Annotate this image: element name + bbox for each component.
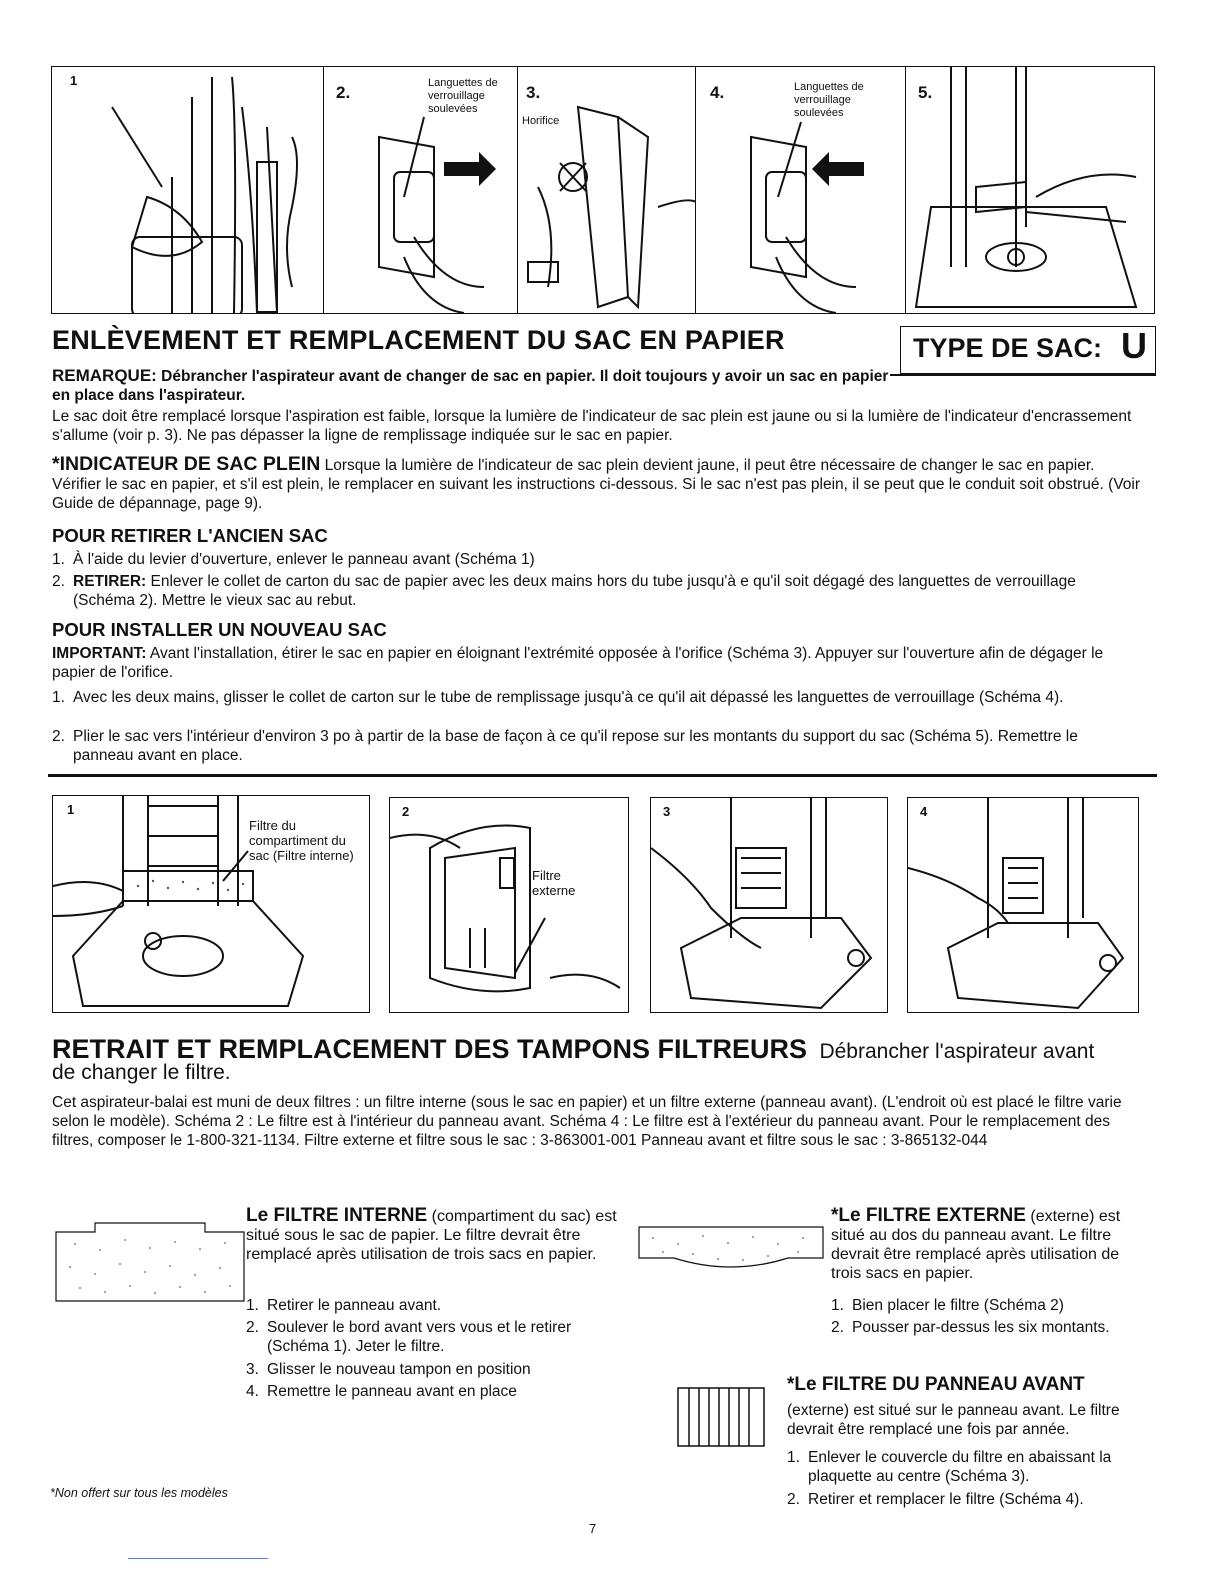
section-divider [48, 774, 1157, 777]
section-title: ENLÈVEMENT ET REMPLACEMENT DU SAC EN PAPIER [52, 325, 785, 355]
bag-collar-illustration [324, 67, 518, 313]
step-keyword: RETIRER: [73, 573, 147, 590]
front-panel-filter-grille-icon [677, 1387, 765, 1447]
figure-callout: Languettes de verrouillage soulevées [428, 77, 498, 115]
list-item: 1. À l'aide du levier d'ouverture, enlever le panneau avant (Schéma 1) [52, 551, 535, 568]
list-item: 1. Bien placer le filtre (Schéma 2) [831, 1297, 1064, 1314]
important-label: IMPORTANT: [52, 645, 147, 662]
external-filter-block: *Le FILTRE EXTERNE (externe) est situé au dos du panneau avant. Le filtre devrait être remplacé après utilisation de trois sacs en papier. [831, 1205, 1121, 1282]
figure-number: 4. [710, 83, 725, 102]
figure-stretch-bag [518, 67, 696, 313]
figure-callout: Languettes de verrouillage soulevées [794, 81, 864, 119]
figure-internal-filter [52, 795, 370, 1013]
list-item: 2. Pousser par-dessus les six montants. [831, 1319, 1110, 1336]
external-filter-pad-icon [638, 1226, 824, 1270]
divider [890, 374, 1156, 376]
internal-filter-desc: sac) est situé sous le sac de papier. Le filtre devrait être remplacé après utilisation de trois sacs en papier. [246, 1208, 617, 1263]
figure-number: 4 [920, 804, 928, 819]
figure-fold-bag [906, 67, 1153, 313]
important-note: IMPORTANT: Avant l'installation, étirer le sac en papier en éloignant l'extrémité opposée à l'orifice (Schéma 3). Appuyer sur l'ouverture afin de dégager le papier de l'orifice. [52, 645, 1104, 681]
figure-external-filter [389, 797, 629, 1013]
remove-heading: POUR RETIRER L'ANCIEN SAC [52, 525, 328, 546]
figure-number: 5. [918, 83, 933, 102]
bag-type-label: TYPE DE SAC: [913, 333, 1103, 363]
front-panel-illustration [390, 798, 629, 1013]
remarque-label: REMARQUE: [52, 366, 157, 385]
vacuum-front-illustration [52, 67, 324, 313]
figure-number: 3. [526, 83, 541, 102]
section-title-tail: Débrancher l'aspirateur avant [819, 1040, 1095, 1063]
figure-front-panel-filter-replace [907, 797, 1139, 1013]
section-title-tail-2: de changer le filtre. [52, 1061, 231, 1084]
figure-number: 1 [70, 73, 78, 88]
page-number: 7 [589, 1521, 597, 1536]
external-filter-title: *Le FILTRE EXTERNE [831, 1205, 1026, 1226]
list-item: 2. Plier le sac vers l'intérieur d'environ 3 po à partir de la base de façon à ce qu'il repose sur les montants du support du sac (Schéma 5). Remettre le panneau avant en place. [52, 728, 1078, 764]
bottom-rule [128, 1558, 268, 1559]
section-title: RETRAIT ET REMPLACEMENT DES TAMPONS FILTREURS [52, 1034, 807, 1064]
list-item: 1. Avec les deux mains, glisser le collet de carton sur le tube de remplissage jusqu'à ce qu'il ait dépassé les languettes de verrouillage (Schéma 4). [52, 689, 1064, 706]
figure-front-panel-filter-cover [650, 797, 888, 1013]
list-item: 3. Glisser le nouveau tampon en position [246, 1361, 531, 1378]
front-panel-filter-desc: (externe) est situé sur le panneau avant. Le filtre devrait être remplacé une fois par année. [787, 1402, 1120, 1438]
indicator-paragraph [52, 455, 1142, 513]
vacuum-open-illustration [906, 67, 1153, 313]
indicator-label: *INDICATEUR DE SAC PLEIN [52, 453, 321, 475]
internal-filter-title: Le FILTRE INTERNE [246, 1205, 428, 1226]
external-filter-desc: est situé au dos du panneau avant. Le filtre devrait être remplacé après utilisation de trois sacs en papier. [831, 1208, 1121, 1282]
indicator-text: Lorsque la lumière de l'indicateur de sac plein devient jaune, il peut être nécessaire de changer le sac en papier. Vérifier le sac en papier, et s'il est plein, le remplacer en suivant les instructions ci-dessous. Si le sac n'est pas plein, il se peut que le conduit soit obstrué. (Voir Guide de dépannage, page 9). [52, 457, 1141, 512]
paper-bag-illustration [518, 67, 696, 313]
front-panel-filter-title: *Le FILTRE DU PANNEAU AVANT [787, 1374, 1085, 1395]
figure-slide-collar [696, 67, 906, 313]
remarque-text: Débrancher l'aspirateur avant de changer de sac en papier. Il doit toujours y avoir un sac en papier en place dans l'aspirateur. [52, 368, 889, 404]
internal-filter-block: Le FILTRE INTERNE (compartiment du sac) est situé sous le sac de papier. Le filtre devrait être remplacé après utilisation de trois sacs en papier. [246, 1205, 617, 1263]
bag-collar-illustration [696, 67, 906, 313]
install-heading: POUR INSTALLER UN NOUVEAU SAC [52, 619, 387, 640]
list-item: 2. Soulever le bord avant vers vous et le retirer (Schéma 1). Jeter le filtre. [246, 1319, 572, 1355]
vacuum-filter-illustration [53, 796, 370, 1013]
figure-number: 3 [663, 804, 671, 819]
list-item: 1. Enlever le couvercle du filtre en abaissant la plaquette au centre (Schéma 3). [787, 1449, 1112, 1485]
figure-lift-tabs [324, 67, 518, 313]
figure-number: 1 [67, 802, 75, 817]
footnote: *Non offert sur tous les modèles [50, 1486, 228, 1500]
intro-paragraph: Le sac doit être remplacé lorsque l'aspiration est faible, lorsque la lumière de l'indicateur de sac plein est jaune ou si la lumière de l'indicateur d'encrassement s'allume (voir p. 3). Ne pas dépasser la ligne de remplissage indiquée sur le sac en papier. [52, 408, 1132, 444]
figure-number: 2 [402, 804, 410, 819]
vacuum-base-illustration [651, 798, 888, 1013]
filters-intro: Cet aspirateur-balai est muni de deux filtres : un filtre interne (sous le sac en papier) et un filtre externe (panneau avant). (L'endroit où est placé le filtre varie selon le modèle). Schéma 2 : Le filtre est à l'intérieur du panneau avant. Schéma 4 : Le filtre est à l'extérieur du panneau avant. Pour le remplacement des filtres, composer le 1-800-321-1134. Filtre externe et filtre sous le sac : 3-863001-001 Panneau avant et filtre sous le sac : 3-865132-044 [52, 1094, 1122, 1149]
list-item: 4. Remettre le panneau avant en place [246, 1383, 517, 1400]
list-item: 1. Retirer le panneau avant. [246, 1297, 442, 1314]
list-item: 2. RETIRER: Enlever le collet de carton du sac de papier avec les deux mains hors du tube jusqu'à e qu'il soit dégagé des languettes de verrouillage (Schéma 2). Mettre le vieux sac au rebut. [52, 573, 1076, 609]
bag-type-box [900, 326, 1156, 374]
vacuum-base-illustration [908, 798, 1139, 1013]
top-figure-strip [51, 66, 1155, 314]
internal-filter-pad-icon [55, 1222, 245, 1302]
list-item: 2. Retirer et remplacer le filtre (Schéma 4). [787, 1491, 1084, 1508]
figure-number: 2. [336, 83, 351, 102]
figure-remove-front-panel [52, 67, 324, 313]
remarque-note [52, 366, 892, 405]
bag-type-value: U [1121, 325, 1147, 366]
figure-callout: Filtre externe [532, 868, 576, 898]
figure-callout: Filtre du compartiment du sac (Filtre interne) [249, 818, 354, 863]
figure-callout: Horifice [522, 115, 560, 127]
